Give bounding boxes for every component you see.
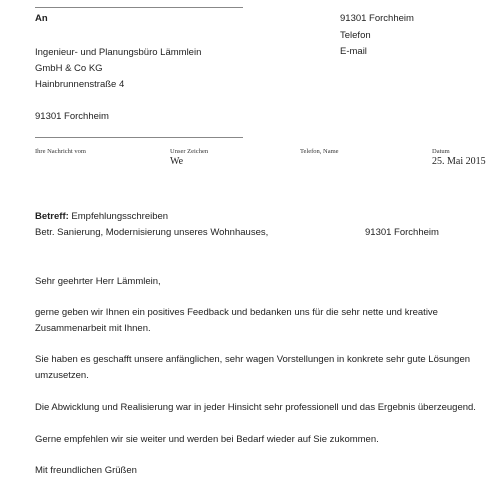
subject-detail-left: Betr. Sanierung, Modernisierung unseres Wohnhauses, <box>35 227 269 238</box>
recipient-street: Hainbrunnenstraße 4 <box>35 79 125 90</box>
to-label: An <box>35 13 48 24</box>
our-sign-value: We <box>170 156 184 167</box>
closing: Mit freundlichen Grüßen <box>35 465 137 476</box>
paragraph-2-line-2: umzusetzen. <box>35 370 89 381</box>
paragraph-3: Die Abwicklung und Realisierung war in jeder Hinsicht sehr professionell und das Ergebnis überzeugend. <box>35 402 476 413</box>
paragraph-1-line-2: Zusammenarbeit mit Ihnen. <box>35 323 151 334</box>
paragraph-1-line-1: gerne geben wir Ihnen ein positives Feedback und bedanken uns für die sehr nette und kreative <box>35 307 438 318</box>
recipient-city: 91301 Forchheim <box>35 111 109 122</box>
sender-phone-label: Telefon <box>340 30 371 41</box>
date-label: Datum <box>432 148 450 155</box>
recipient-company-form: GmbH & Co KG <box>35 63 103 74</box>
salutation: Sehr geehrter Herr Lämmlein, <box>35 276 161 287</box>
your-message-label: Ihre Nachricht vom <box>35 148 86 155</box>
address-field-top-rule <box>35 7 243 8</box>
sender-email-label: E-mail <box>340 46 367 57</box>
subject-text: Empfehlungsschreiben <box>68 211 169 222</box>
phone-name-label: Telefon, Name <box>300 148 339 155</box>
paragraph-4: Gerne empfehlen wir sie weiter und werden bei Bedarf wieder auf Sie zukommen. <box>35 434 379 445</box>
date-value: 25. Mai 2015 <box>432 156 486 167</box>
sender-city: 91301 Forchheim <box>340 13 414 24</box>
our-sign-label: Unser Zeichen <box>170 148 209 155</box>
subject-line <box>35 211 168 222</box>
subject-label: Betreff: <box>35 211 69 222</box>
paragraph-2-line-1: Sie haben es geschafft unsere anfänglichen, sehr wagen Vorstellungen in konkrete sehr gute Lösungen <box>35 354 471 365</box>
address-field-bottom-rule <box>35 137 243 138</box>
recipient-company-name: Ingenieur- und Planungsbüro Lämmlein <box>35 47 202 58</box>
subject-detail-right: 91301 Forchheim <box>365 227 439 238</box>
